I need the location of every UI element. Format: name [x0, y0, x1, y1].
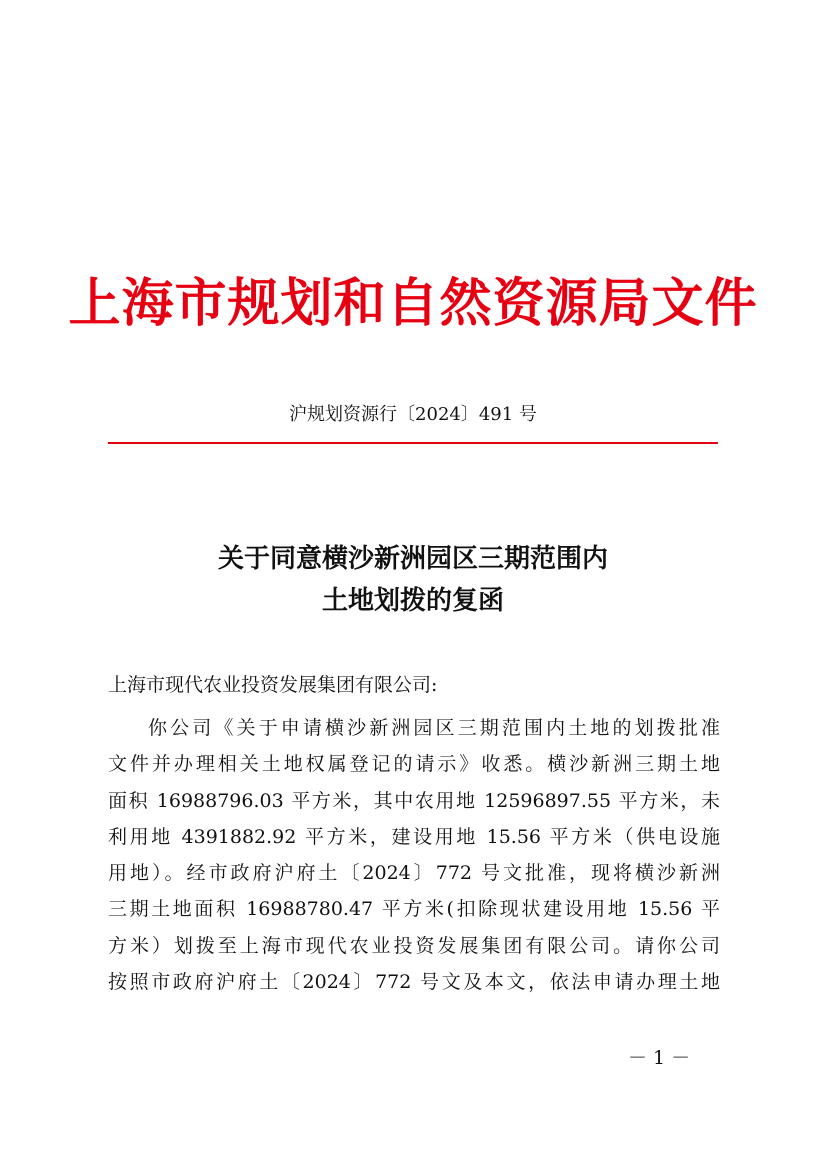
letter-body: [108, 710, 720, 1000]
addressee: 上海市现代农业投资发展集团有限公司:: [108, 674, 438, 696]
document-number: 沪规划资源行〔2024〕491 号: [289, 404, 537, 425]
body-line: 面积 16988796.03 平方米，其中农用地 12596897.55 平方米，未: [108, 789, 720, 812]
body-line: 按照市政府沪府土〔2024〕772 号文及本文，依法申请办理土地: [108, 971, 720, 994]
red-separator-line: [108, 442, 718, 444]
letter-title-line-2: 土地划拨的复函: [321, 586, 504, 616]
issuing-authority-header: 上海市规划和自然资源局文件: [68, 273, 758, 334]
body-line: 三期土地面积 16988780.47 平方米(扣除现状建设用地 15.56 平: [108, 898, 720, 921]
letter-title: [0, 538, 826, 622]
body-line: 方米）划拨至上海市现代农业投资发展集团有限公司。请你公司: [108, 934, 720, 957]
body-line: 文件并办理相关土地权属登记的请示》收悉。横沙新洲三期土地: [108, 753, 720, 776]
body-line: 你公司《关于申请横沙新洲园区三期范围内土地的划拨批准: [148, 717, 720, 739]
page-number: － 1 －: [628, 1047, 691, 1069]
body-line: 用地）。经市政府沪府土〔2024〕772 号文批准，现将横沙新洲: [108, 862, 720, 885]
letter-title-line-1: 关于同意横沙新洲园区三期范围内: [217, 544, 608, 574]
body-line: 利用地 4391882.92 平方米，建设用地 15.56 平方米（供电设施: [108, 825, 720, 848]
